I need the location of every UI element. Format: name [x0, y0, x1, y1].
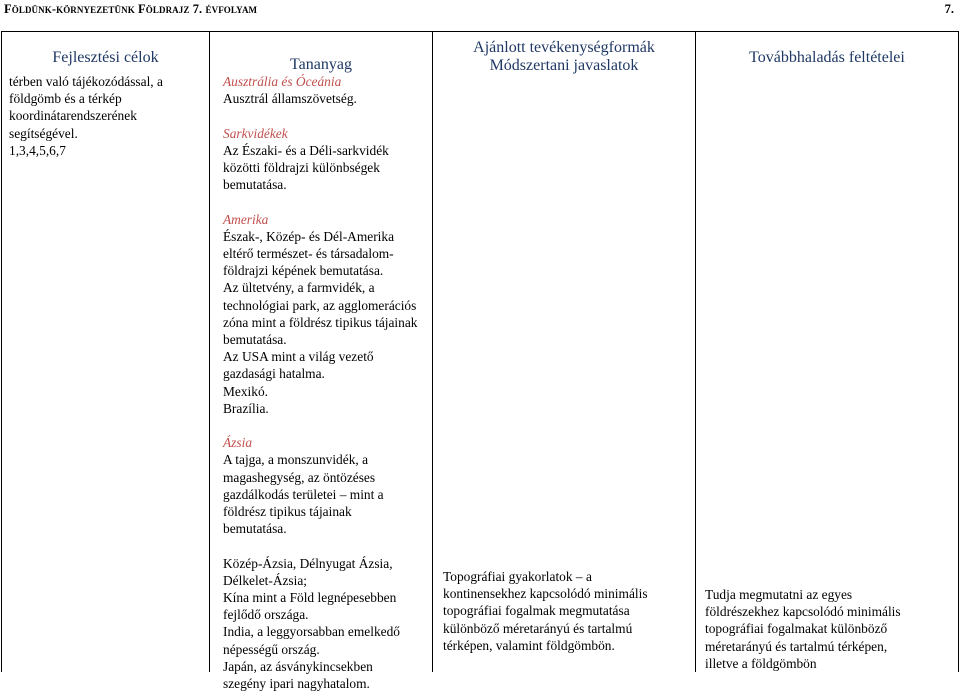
section-heading-polar: Sarkvidékek	[223, 125, 288, 141]
text-line: Brazília.	[223, 400, 269, 416]
page-number: 7.	[944, 2, 954, 16]
text-line: Kína mint a Föld legnépesebben	[223, 590, 397, 606]
text-line: koordinátarendszerének	[9, 108, 137, 124]
text-line: földrészekhez kapcsolódó minimális	[705, 604, 901, 620]
curriculum-text	[223, 73, 429, 692]
text-line: bemutatása.	[223, 521, 287, 537]
column-development-goals	[2, 32, 210, 672]
text-line: topográfiai fogalmakat különböző	[705, 621, 888, 637]
text-line: Észak-, Közép- és Dél-Amerika	[223, 228, 395, 244]
activities-text	[443, 568, 688, 654]
progression-text	[705, 586, 955, 672]
column-header-development-goals: Fejlesztési célok	[52, 49, 159, 66]
text-line: földgömb és a térkép	[9, 91, 122, 107]
section-heading-america: Amerika	[223, 211, 269, 227]
column-header-methods: Módszertani javaslatok	[489, 57, 639, 74]
text-line: népességű ország.	[223, 641, 320, 657]
text-line: eltérő természet- és társadalom-	[223, 246, 394, 261]
text-line: bemutatása.	[223, 332, 287, 348]
text-line: gazdálkodás területei – mint a	[223, 486, 384, 502]
text-line: gazdasági hatalma.	[223, 366, 325, 382]
text-line: kontinensekhez kapcsolódó minimális	[443, 586, 648, 602]
text-line: Az ültetvény, a farmvidék, a	[223, 280, 375, 296]
text-line: Délkelet-Ázsia;	[223, 572, 308, 588]
text-line: Közép-Ázsia, Délnyugat Ázsia,	[223, 555, 393, 571]
text-line: zóna mint a földrész tipikus tájainak	[223, 314, 418, 330]
text-line: Ausztrál államszövetség.	[223, 91, 357, 107]
text-line: méretarányú és tartalmú térképen,	[705, 638, 888, 654]
text-line: A tajga, a monszunvidék, a	[223, 452, 369, 468]
header-title: Földünk-környezetünk Földrajz 7. évfolyam	[4, 2, 258, 16]
section-heading-australia: Ausztrália és Óceánia	[223, 74, 342, 89]
text-line: bemutatása.	[223, 177, 287, 193]
column-header-curriculum: Tananyag	[290, 56, 352, 73]
text-line: Az USA mint a világ vezető	[223, 349, 374, 365]
text-line: India, a leggyorsabban emelkedő	[223, 624, 400, 640]
column-progression-conditions	[696, 32, 959, 672]
text-line: földrajzi képének bemutatása.	[223, 263, 384, 279]
text-line: Tudja megmutatni az egyes	[705, 587, 853, 602]
text-line: magashegység, az öntözéses	[223, 469, 376, 485]
text-line: segítségével.	[9, 125, 78, 141]
column-recommended-activities	[433, 32, 696, 672]
text-line: 1,3,4,5,6,7	[9, 142, 66, 158]
text-line: földrész tipikus tájainak	[223, 504, 352, 520]
text-line: szegény ipari nagyhatalom.	[223, 676, 370, 692]
text-line: Topográfiai gyakorlatok – a	[443, 569, 592, 584]
text-line: technológiai park, az agglomerációs	[223, 297, 417, 313]
text-line: térben való tájékozódással, a	[9, 74, 163, 89]
text-line: közötti földrajzi különbségek	[223, 160, 380, 175]
text-line: illetve a földgömbön	[705, 655, 817, 671]
page-header	[0, 0, 960, 18]
text-line: Japán, az ásványkincsekben	[223, 658, 373, 674]
text-line: Az Északi- és a Déli-sarkvidék	[223, 142, 389, 158]
text-line: Mexikó.	[223, 383, 269, 399]
column-header-progression: Továbbhaladás feltételei	[749, 49, 905, 66]
text-line: fejlődő országa.	[223, 607, 309, 623]
column-curriculum	[210, 32, 433, 692]
development-goals-text	[9, 73, 204, 159]
column-header-activities: Ajánlott tevékenységformák	[473, 39, 655, 56]
curriculum-table	[1, 31, 959, 692]
text-line: topográfiai fogalmak megmutatása	[443, 603, 630, 619]
section-heading-asia: Ázsia	[223, 435, 253, 451]
text-line: különböző méretarányú és tartalmú	[443, 620, 633, 636]
text-line: térképen, valamint földgömbön.	[443, 637, 615, 653]
